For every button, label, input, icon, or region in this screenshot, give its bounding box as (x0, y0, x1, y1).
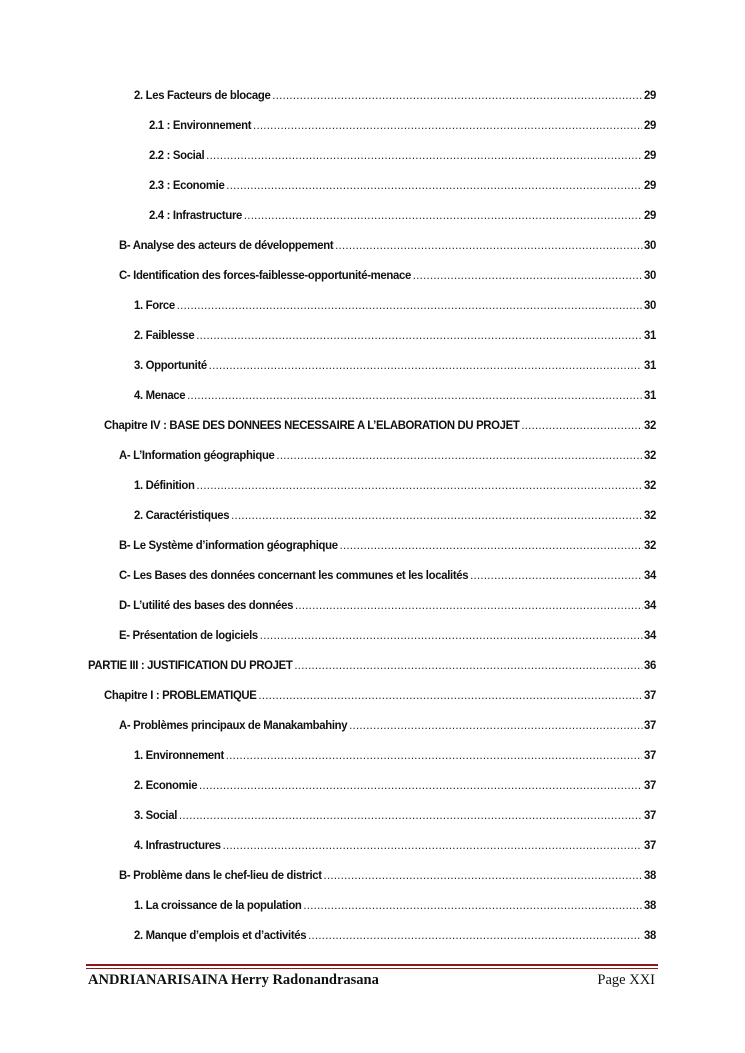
toc-entry-title: 1. Définition (134, 478, 195, 492)
toc-entry-page: 31 (644, 358, 656, 372)
toc-dot-leader (226, 176, 642, 194)
toc-entry[interactable] (104, 416, 656, 434)
toc-entry-title: B- Analyse des acteurs de développement (119, 238, 334, 252)
toc-entry-title: Chapitre I : PROBLEMATIQUE (104, 688, 257, 702)
toc-dot-leader (209, 356, 642, 374)
toc-entry-page: 37 (644, 808, 656, 822)
toc-entry-title: 1. Environnement (134, 748, 224, 762)
toc-entry-page: 34 (644, 628, 656, 642)
toc-entry[interactable] (134, 926, 656, 944)
toc-entry-title: 2.1 : Environnement (149, 118, 252, 132)
toc-entry-title: 2. Les Facteurs de blocage (134, 88, 271, 102)
toc-entry-title: D- L’utilité des bases des données (119, 598, 294, 612)
toc-entry[interactable] (134, 836, 656, 854)
toc-entry-title: B- Problème dans le chef-lieu de district (119, 868, 322, 882)
toc-entry[interactable] (104, 686, 656, 704)
toc-entry-page: 34 (644, 568, 656, 582)
toc-entry-page: 29 (644, 178, 656, 192)
toc-entry-title: 1. La croissance de la population (134, 898, 302, 912)
toc-entry-page: 38 (644, 898, 656, 912)
toc-entry-page: 36 (644, 658, 656, 672)
toc-entry[interactable] (119, 446, 656, 464)
toc-entry-page: 32 (644, 508, 656, 522)
toc-dot-leader (223, 836, 643, 854)
toc-entry-title: 2. Faiblesse (134, 328, 195, 342)
toc-entry-title: 2. Manque d’emplois et d’activités (134, 928, 307, 942)
footer-rule-thin (86, 968, 658, 969)
toc-entry-title: C- Identification des forces-faiblesse-opportunité-menace (119, 268, 411, 282)
toc-dot-leader (231, 506, 642, 524)
toc-dot-leader (177, 296, 642, 314)
toc-dot-leader (294, 656, 642, 674)
toc-entry[interactable] (134, 86, 656, 104)
toc-entry-page: 37 (644, 748, 656, 762)
toc-dot-leader (303, 896, 642, 914)
toc-dot-leader (276, 446, 642, 464)
toc-entry[interactable] (119, 626, 656, 644)
toc-entry[interactable] (119, 716, 656, 734)
toc-entry-title: E- Présentation de logiciels (119, 628, 258, 642)
toc-dot-leader (349, 716, 642, 734)
toc-entry[interactable] (134, 896, 656, 914)
toc-entry-page: 38 (644, 928, 656, 942)
toc-entry-page: 37 (644, 778, 656, 792)
toc-entry-page: 29 (644, 118, 656, 132)
toc-entry[interactable] (119, 566, 656, 584)
footer-author: ANDRIANARISAINA Herry Radonandrasana (88, 972, 379, 988)
toc-entry-page: 32 (644, 478, 656, 492)
toc-entry-page: 31 (644, 328, 656, 342)
toc-entry-title: A- Problèmes principaux de Manakambahiny (119, 718, 348, 732)
toc-entry-page: 32 (644, 538, 656, 552)
toc-entry[interactable] (134, 296, 656, 314)
toc-entry-title: 2.4 : Infrastructure (149, 208, 243, 222)
toc-entry-title: 2. Economie (134, 778, 198, 792)
toc-entry-title: 4. Menace (134, 388, 186, 402)
toc-dot-leader (244, 206, 642, 224)
toc-entry[interactable] (119, 266, 656, 284)
toc-entry[interactable] (134, 356, 656, 374)
toc-entry[interactable] (119, 236, 656, 254)
toc-entry[interactable] (134, 386, 656, 404)
toc-dot-leader (521, 416, 642, 434)
toc-entry-title: 2.3 : Economie (149, 178, 225, 192)
toc-entry-page: 34 (644, 598, 656, 612)
toc-entry[interactable] (134, 776, 656, 794)
toc-dot-leader (340, 536, 643, 554)
toc-entry-page: 32 (644, 448, 656, 462)
toc-dot-leader (196, 326, 642, 344)
toc-entry-title: 3. Opportunité (134, 358, 207, 372)
toc-dot-leader (179, 806, 642, 824)
toc-entry-page: 30 (644, 298, 656, 312)
toc-entry-title: 3. Social (134, 808, 178, 822)
toc-entry-page: 29 (644, 208, 656, 222)
toc-entry-page: 29 (644, 148, 656, 162)
toc-entry-title: A- L’Information géographique (119, 448, 275, 462)
toc-entry[interactable] (119, 866, 656, 884)
toc-entry-title: 4. Infrastructures (134, 838, 221, 852)
toc-entry-title: 2.2 : Social (149, 148, 205, 162)
toc-entry-title: 2. Caractéristiques (134, 508, 230, 522)
toc-dot-leader (226, 746, 642, 764)
toc-entry-page: 38 (644, 868, 656, 882)
toc-dot-leader (272, 86, 642, 104)
toc-entry-title: 1. Force (134, 298, 175, 312)
toc-entry[interactable] (119, 536, 656, 554)
toc-entry-title: B- Le Système d’information géographique (119, 538, 338, 552)
toc-entry-page: 32 (644, 418, 656, 432)
toc-entry-page: 29 (644, 88, 656, 102)
toc-entry-page: 30 (644, 268, 656, 282)
toc-dot-leader (258, 686, 642, 704)
toc-dot-leader (413, 266, 642, 284)
toc-dot-leader (206, 146, 642, 164)
toc-dot-leader (260, 626, 642, 644)
footer-page-number: Page XXI (597, 972, 655, 988)
toc-entry-page: 37 (644, 718, 656, 732)
toc-entry-title: Chapitre IV : BASE DES DONNEES NECESSAIRE A L’ELABORATION DU PROJET (104, 418, 520, 432)
toc-entry[interactable] (134, 326, 656, 344)
toc-entry-title: PARTIE III : JUSTIFICATION DU PROJET (88, 658, 293, 672)
toc-dot-leader (324, 866, 643, 884)
toc-dot-leader (187, 386, 642, 404)
toc-dot-leader (470, 566, 642, 584)
toc-entry-page: 31 (644, 388, 656, 402)
toc-entry-page: 37 (644, 838, 656, 852)
toc-entry[interactable] (149, 116, 656, 134)
toc-entry[interactable] (134, 746, 656, 764)
toc-dot-leader (196, 476, 642, 494)
toc-entry[interactable] (134, 806, 656, 824)
toc-entry[interactable] (134, 476, 656, 494)
toc-entry[interactable] (149, 146, 656, 164)
toc-dot-leader (199, 776, 642, 794)
toc-entry[interactable] (119, 596, 656, 614)
toc-dot-leader (308, 926, 642, 944)
footer-rule (86, 964, 658, 966)
toc-dot-leader (253, 116, 642, 134)
toc-dot-leader (335, 236, 642, 254)
toc-entry[interactable] (149, 176, 656, 194)
toc-entry-page: 30 (644, 238, 656, 252)
toc-entry[interactable] (88, 656, 656, 674)
toc-entry[interactable] (134, 506, 656, 524)
toc-entry[interactable] (149, 206, 656, 224)
toc-dot-leader (295, 596, 642, 614)
toc-entry-page: 37 (644, 688, 656, 702)
toc-entry-title: C- Les Bases des données concernant les communes et les localités (119, 568, 469, 582)
